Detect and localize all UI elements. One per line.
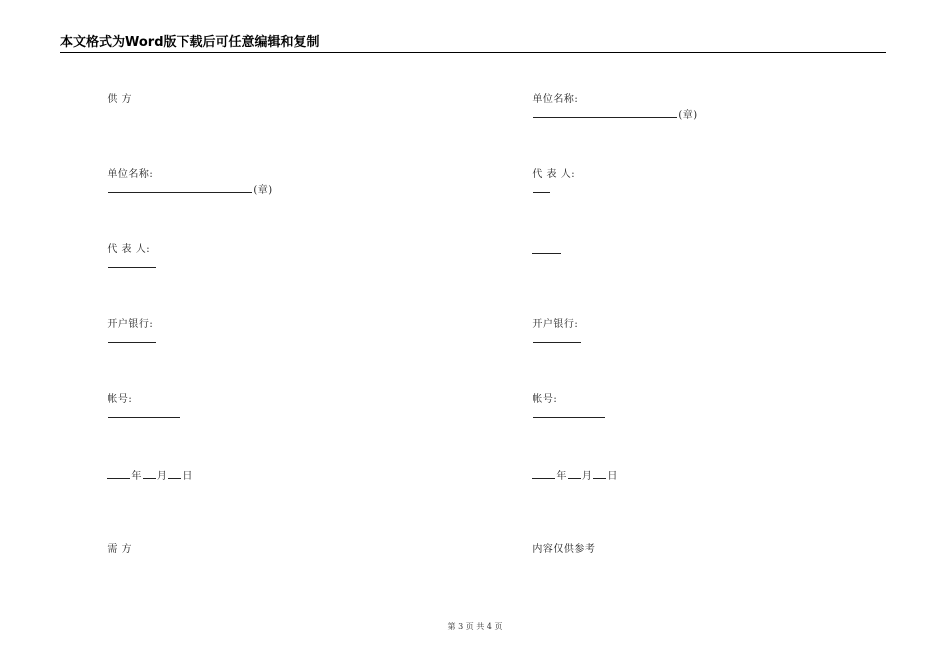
right-representative-continuation — [525, 229, 562, 259]
right-seal-label: (章) — [678, 110, 698, 121]
right-bank-row — [525, 304, 582, 348]
left-date-row — [100, 454, 193, 484]
page-header — [60, 34, 886, 53]
right-month-blank[interactable] — [568, 468, 581, 479]
right-bank-blank[interactable] — [533, 332, 581, 343]
right-year-blank[interactable] — [532, 468, 555, 479]
buyer-heading-text: 需 方 — [107, 544, 133, 555]
right-day-blank[interactable] — [593, 468, 606, 479]
reference-note-text: 内容仅供参考 — [532, 544, 596, 555]
page-number: 第 3 页 共 4 页 — [447, 622, 503, 631]
right-year-label: 年 — [556, 471, 567, 482]
left-account-blank[interactable] — [108, 407, 180, 418]
right-day-label: 日 — [607, 471, 618, 482]
right-unit-name-label: 单位名称: — [532, 94, 579, 105]
left-day-label: 日 — [182, 471, 193, 482]
supplier-heading-text: 供 方 — [107, 94, 133, 105]
right-unit-name-blank[interactable] — [533, 107, 677, 118]
right-representative-blank-continued[interactable] — [532, 243, 561, 254]
left-year-blank[interactable] — [107, 468, 130, 479]
right-month-label: 月 — [581, 471, 593, 482]
left-representative-label: 代 表 人: — [107, 244, 151, 255]
right-date-row — [525, 454, 618, 484]
left-month-label: 月 — [156, 471, 168, 482]
right-unit-name-row — [525, 79, 698, 123]
left-bank-label: 开户银行: — [107, 319, 154, 330]
right-account-blank[interactable] — [533, 407, 605, 418]
left-month-blank[interactable] — [143, 468, 156, 479]
right-account-label: 帐号: — [532, 394, 558, 405]
page-footer — [0, 622, 950, 632]
buyer-heading — [100, 529, 132, 557]
right-bank-label: 开户银行: — [532, 319, 579, 330]
reference-note — [525, 529, 595, 557]
header-title: 本文格式为Word版下载后可任意编辑和复制 — [60, 35, 320, 50]
left-year-label: 年 — [131, 471, 142, 482]
left-account-label: 帐号: — [107, 394, 133, 405]
supplier-heading — [100, 79, 132, 107]
right-representative-blank[interactable] — [533, 182, 550, 193]
left-unit-name-row — [100, 154, 273, 198]
left-day-blank[interactable] — [168, 468, 181, 479]
left-account-row — [100, 379, 181, 423]
left-bank-row — [100, 304, 157, 348]
right-representative-row — [525, 154, 575, 198]
left-representative-row — [100, 229, 157, 273]
left-bank-blank[interactable] — [108, 332, 156, 343]
left-seal-label: (章) — [253, 185, 273, 196]
right-representative-label: 代 表 人: — [532, 169, 576, 180]
left-unit-name-blank[interactable] — [108, 182, 252, 193]
right-account-row — [525, 379, 606, 423]
left-unit-name-label: 单位名称: — [107, 169, 154, 180]
left-representative-blank[interactable] — [108, 257, 156, 268]
